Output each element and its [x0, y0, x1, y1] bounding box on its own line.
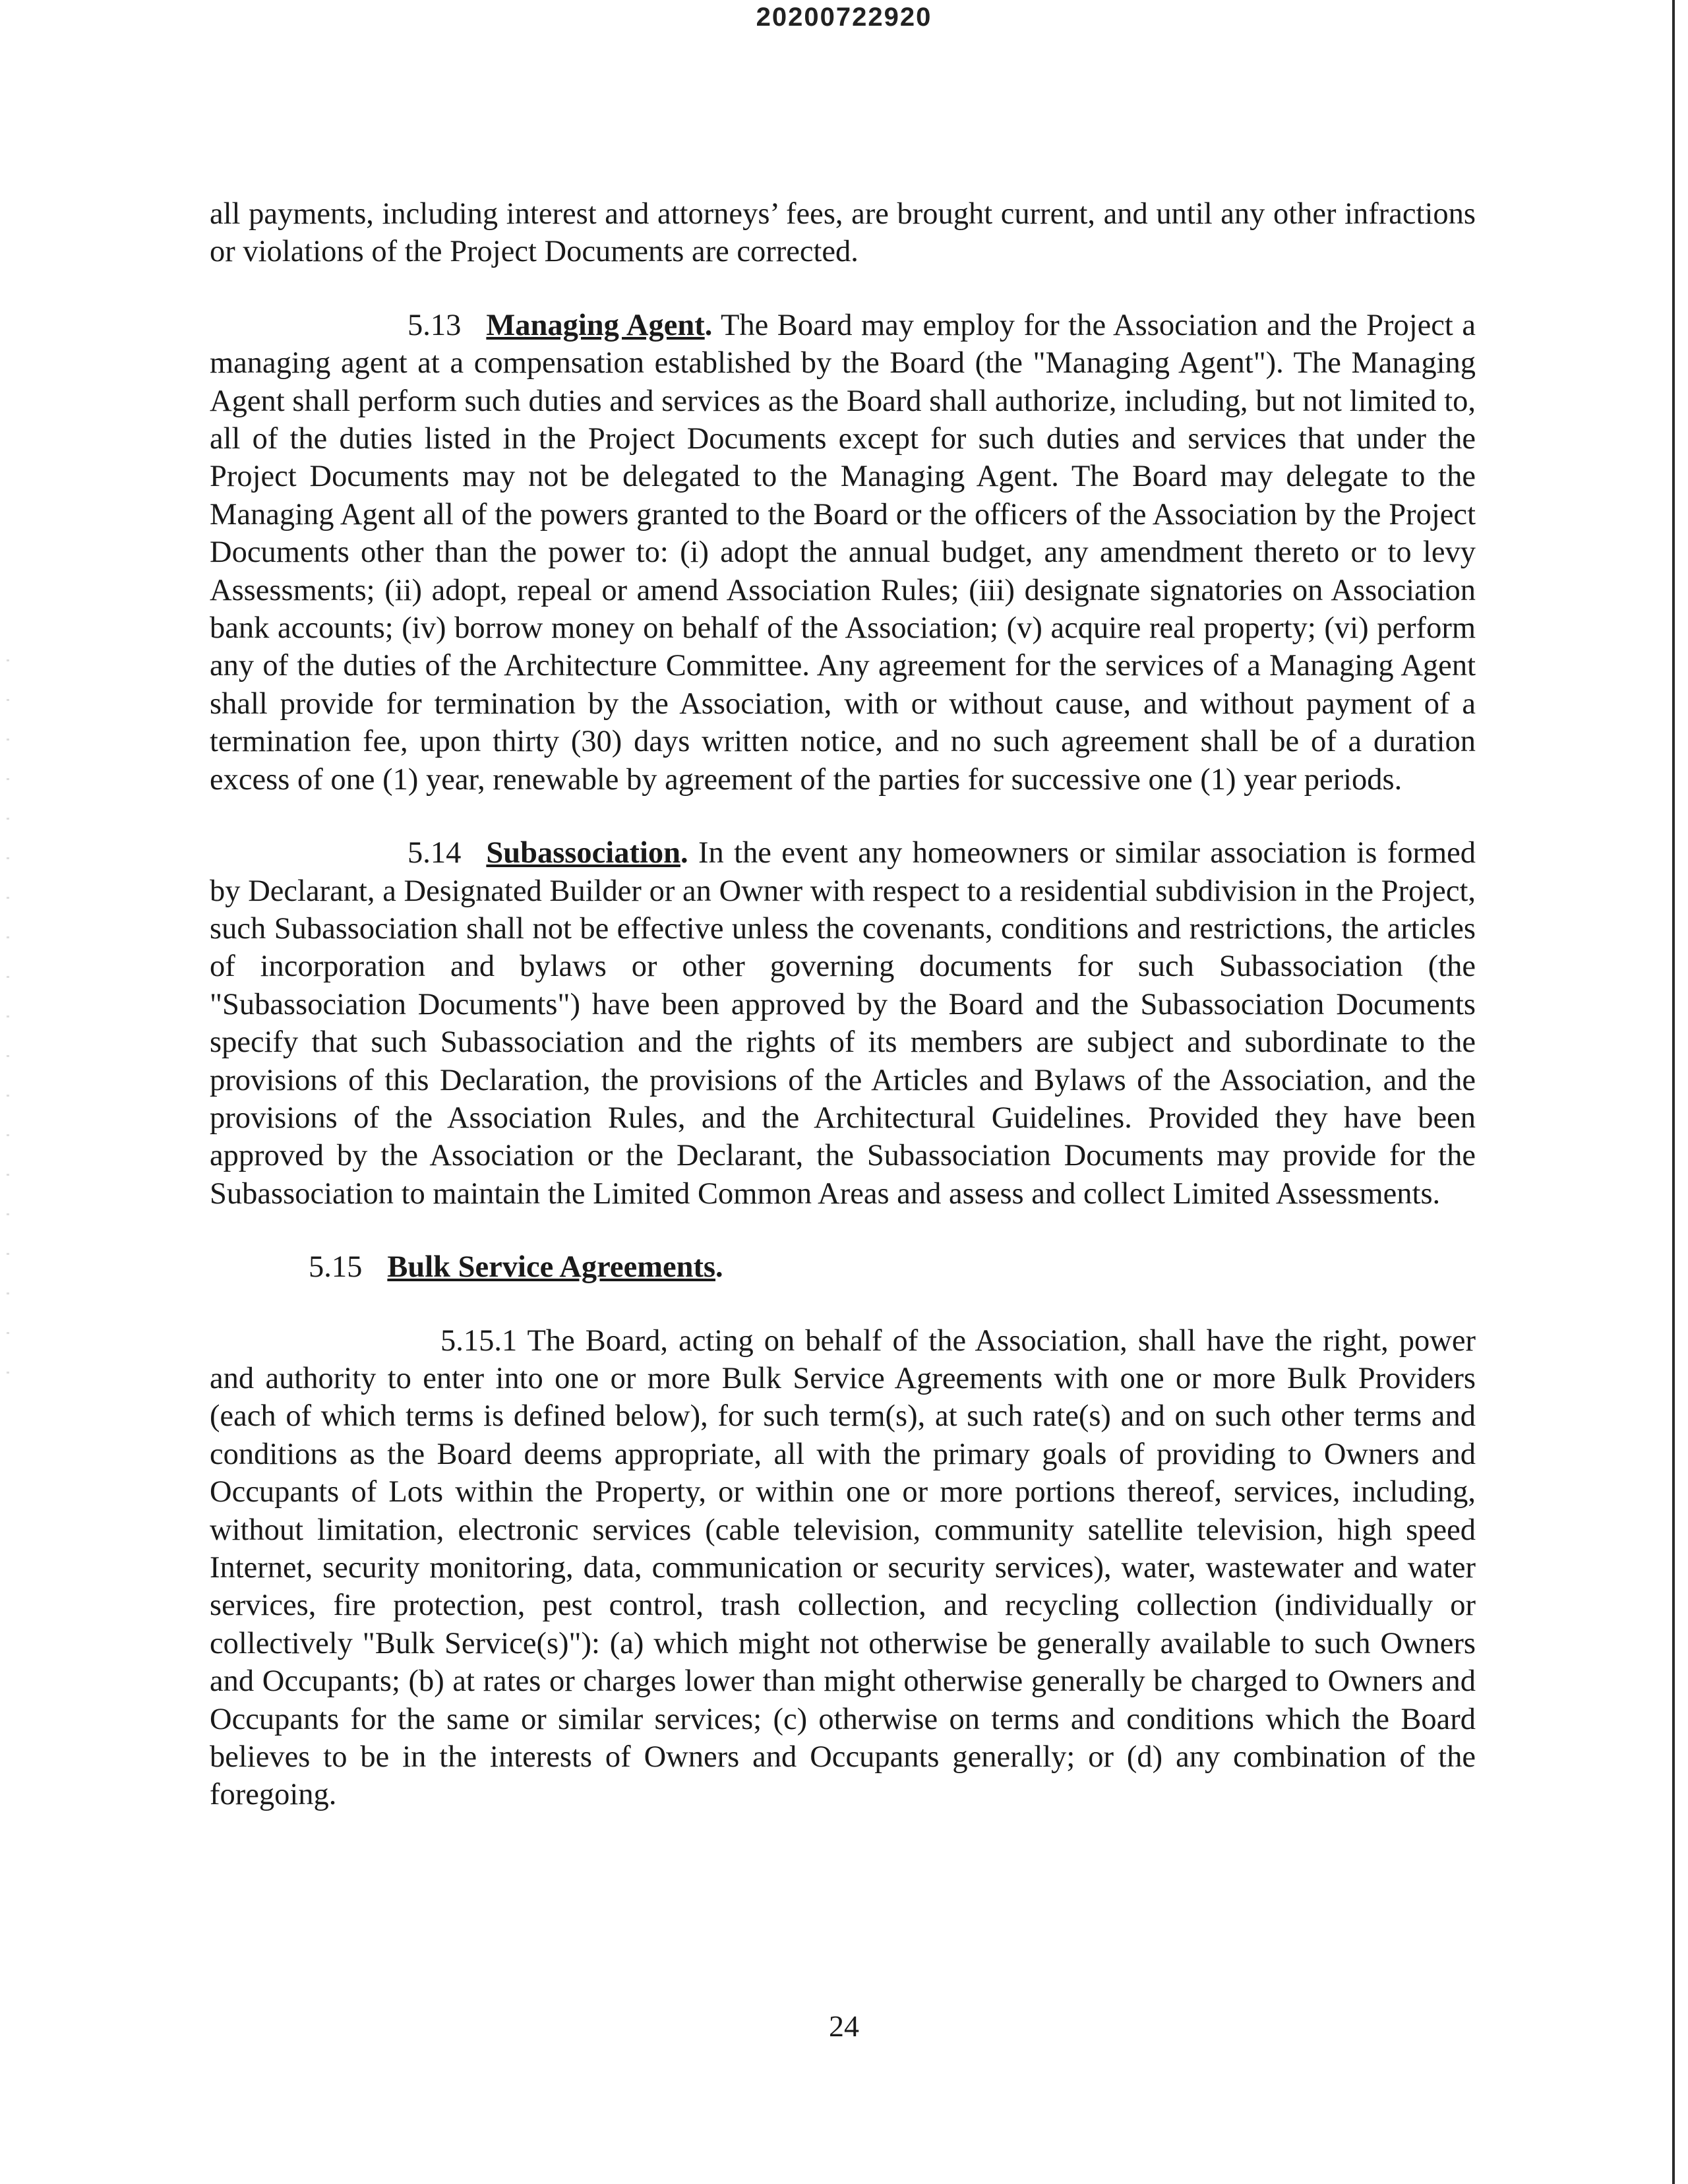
section-number: 5.13 — [407, 308, 462, 342]
subsection-number: 5.15.1 — [440, 1323, 518, 1358]
document-body — [210, 195, 1476, 1814]
scan-artifact-marks — [7, 659, 9, 1385]
subsection-body: The Board, acting on behalf of the Association, shall have the right, power and authority to enter into one or more Bulk Service Agreements with one or more Bulk Providers (each of which terms is defined below), for such term(s), at such rate(s) and on such other terms and conditions as the Board deems appropriate, all with the primary goals of providing to Owners and Occupants of Lots within the Property, or within one or more portions thereof, services, including, without limitation, electronic services (cable television, community satellite television, high speed Internet, security monitoring, data, communication or security services), water, wastewater and water services, fire protection, pest control, trash collection, and recycling collection (individually or collectively "Bulk Service(s)"): (a) which might not otherwise be generally available to such Owners and Occupants; (b) at rates or charges lower than might otherwise generally be charged to Owners and Occupants for the same or similar services; (c) otherwise on terms and conditions which the Board believes to be in the interests of Owners and Occupants generally; or (d) any combination of the foregoing. — [210, 1323, 1476, 1812]
paragraph-continuation: all payments, including interest and attorneys’ fees, are brought current, and until any other infractions or violations of the Project Documents are corrected. — [210, 197, 1476, 269]
section-5-15: 5.15 Bulk Service Agreements. — [210, 1248, 1476, 1286]
section-5-15-1 — [210, 1322, 1476, 1814]
section-body: The Board may employ for the Association and the Project a managing agent at a compensation established by the Board (the "Managing Agent"). The Managing Agent shall perform such duties and services as the Board shall authorize, including, but not limited to, all of the duties listed in the Project Documents except for such duties and services that under the Project Documents may not be delegated to the Managing Agent. The Board may delegate to the Managing Agent all of the powers granted to the Board or the officers of the Association by the Project Documents other than the power to: (i) adopt the annual budget, any amendment thereto or to levy Assessments; (ii) adopt, repeal or amend Association Rules; (iii) designate signatories on Association bank accounts; (iv) borrow money on behalf of the Association; (v) acquire real property; (vi) perform any of the duties of the Architecture Committee. Any agreement for the services of a Managing Agent shall provide for termination by the Association, with or without cause, and without payment of a termination fee, upon thirty (30) days written notice, and no such agreement shall be of a duration excess of one (1) year, renewable by agreement of the parties for successive one (1) year periods. — [210, 308, 1476, 797]
page-number: 24 — [829, 2009, 859, 2043]
section-title-subassociation: Subassociation — [486, 836, 680, 870]
section-5-14: 5.14 Subassociation. In the event any homeowners or similar association is formed by Declarant, a Designated Builder or an Owner with respect to a residential subdivision in the Project, such Subassociation shall not be effective unless the covenants, conditions and restrictions, the articles of incorporation and bylaws or other governing documents for such Subassociation (the "Subassociation Documents") have been approved by the Board and the Subassociation Documents specify that such Subassociation and the rights of its members are subject and subordinate to the provisions of this Declaration, the provisions of the Articles and Bylaws of the Association, and the provisions of the Association Rules, and the Architectural Guidelines. Provided they have been approved by the Association or the Declarant, the Subassociation Documents may provide for the Subassociation to maintain the Limited Common Areas and assess and collect Limited Assessments. — [210, 834, 1476, 1213]
section-number: 5.14 — [407, 836, 462, 870]
section-body: In the event any homeowners or similar association is formed by Declarant, a Designated Builder or an Owner with respect to a residential subdivision in the Project, such Subassociation shall not be effective unless the covenants, conditions and restrictions, the articles of incorporation and bylaws or other governing documents for such Subassociation (the "Subassociation Documents") have been approved by the Board and the Subassociation Documents specify that such Subassociation and the rights of its members are subject and subordinate to the provisions of this Declaration, the provisions of the Articles and Bylaws of the Association, and the provisions of the Association Rules, and the Architectural Guidelines. Provided they have been approved by the Association or the Declarant, the Subassociation Documents may provide for the Subassociation to maintain the Limited Common Areas and assess and collect Limited Assessments. — [210, 836, 1476, 1211]
section-title-bulk-service-agreements: Bulk Service Agreements — [387, 1250, 716, 1285]
section-title-managing-agent: Managing Agent — [486, 308, 705, 342]
page-edge-rule — [1672, 0, 1675, 2184]
document-number: 20200722920 — [756, 3, 932, 32]
section-5-13: 5.13 Managing Agent. The Board may employ for the Association and the Project a managing agent at a compensation established by the Board (the "Managing Agent"). The Managing Agent shall perform such duties and services as the Board shall authorize, including, but not limited to, all of the duties listed in the Project Documents except for such duties and services that under the Project Documents may not be delegated to the Managing Agent. The Board may delegate to the Managing Agent all of the powers granted to the Board or the officers of the Association by the Project Documents other than the power to: (i) adopt the annual budget, any amendment thereto or to levy Assessments; (ii) adopt, repeal or amend Association Rules; (iii) designate signatories on Association bank accounts; (iv) borrow money on behalf of the Association; (v) acquire real property; (vi) perform any of the duties of the Architecture Committee. Any agreement for the services of a Managing Agent shall provide for termination by the Association, with or without cause, and without payment of a termination fee, upon thirty (30) days written notice, and no such agreement shall be of a duration excess of one (1) year, renewable by agreement of the parties for successive one (1) year periods. — [210, 307, 1476, 799]
section-number: 5.15 — [309, 1250, 363, 1285]
